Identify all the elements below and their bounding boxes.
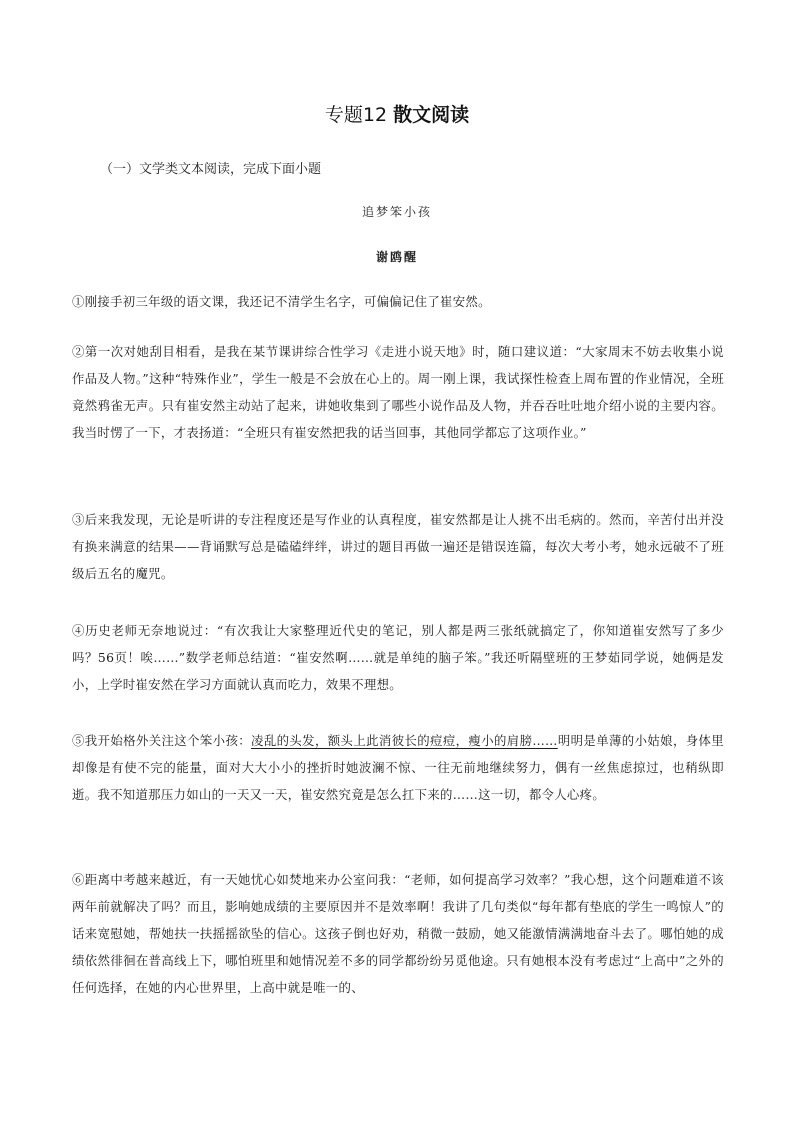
paragraph-3: ③后来我发现，无论是听讲的专注程度还是写作业的认真程度，崔安然都是让人挑不出毛病的。然而，辛苦付出并没有换来满意的结果——背诵默写总是磕磕绊绊，讲过的题目再做一遍还是错误连篇，每次大考小考，她永远破不了班级后五名的魔咒。 — [72, 512, 724, 581]
section-heading: （一）文学类文本阅读，完成下面小题 — [100, 162, 322, 177]
title-main: 散文阅读 — [393, 104, 470, 126]
underlined-passage: 凌乱的头发，额头上此消彼长的痘痘，瘦小的肩膀…… — [251, 733, 558, 748]
paragraph-4: ④历史老师无奈地说过：“有次我让大家整理近代史的笔记，别人都是两三张纸就搞定了，你知道崔安然写了多少吗？56页！唉……”数学老师总结道：“崔安然啊……就是单纯的脑子笨。”我还听隔壁班的王梦茹同学说，她俩是发小，上学时崔安然在学习方面就认真而吃力，效果不理想。 — [72, 623, 724, 692]
author-name: 谢鸥醒 — [375, 250, 418, 264]
page-title — [0, 100, 794, 127]
paragraph-6: ⑥距离中考越来越近，有一天她忧心如焚地来办公室问我：“老师，如何提高学习效率？”我心想，这个问题难道不该两年前就解决了吗？而且，影响她成绩的主要原因并不是效率啊！我讲了几句类似“每年都有垫底的学生一鸣惊人”的话来宽慰她，帮她扶一扶摇摇欲坠的信心。这孩子倒也好劝，稍微一鼓励，她又能激情满满地奋斗去了。哪怕她的成绩依然徘徊在普高线上下，哪怕班里和她情况差不多的同学都纷纷另觅他途。只有她根本没有考虑过“上高中”之外的任何选择，在她的内心世界里，上高中就是唯一的、 — [72, 872, 724, 995]
paragraph-5 — [72, 727, 724, 808]
title-prefix: 专题12 — [324, 104, 388, 126]
paragraph-1: ①刚接手初三年级的语文课，我还记不清学生名字，可偏偏记住了崔安然。 — [72, 294, 491, 309]
paragraph-2: ②第一次对她刮目相看，是我在某节课讲综合性学习《走进小说天地》时，随口建议道：“大家周末不妨去收集小说作品及人物。”这种“特殊作业”，学生一般是不会放在心上的。周一刚上课，我试探性检查上周布置的作业情况，全班竟然鸦雀无声。只有崔安然主动站了起来，讲她收集到了哪些小说作品及人物，并吞吞吐吐地介绍小说的主要内容。我当时愣了一下，才表扬道：“全班只有崔安然把我的话当回事，其他同学都忘了这项作业。” — [72, 344, 724, 440]
paragraph-5-intro: ⑤我开始格外关注这个笨小孩： — [72, 733, 252, 748]
paragraph-5-rest: 明明是单薄的小姑娘，身体里却像是有使不完的能量，面对大大小小的挫折时她波澜不惊、一往无前地继续努力，偶有一丝焦虑掠过，也稍纵即逝。我不知道那压力如山的一天又一天，崔安然究竟是怎么扛下来的……这一切，都令人心疼。 — [72, 733, 724, 802]
story-title: 追梦笨小孩 — [361, 205, 432, 219]
